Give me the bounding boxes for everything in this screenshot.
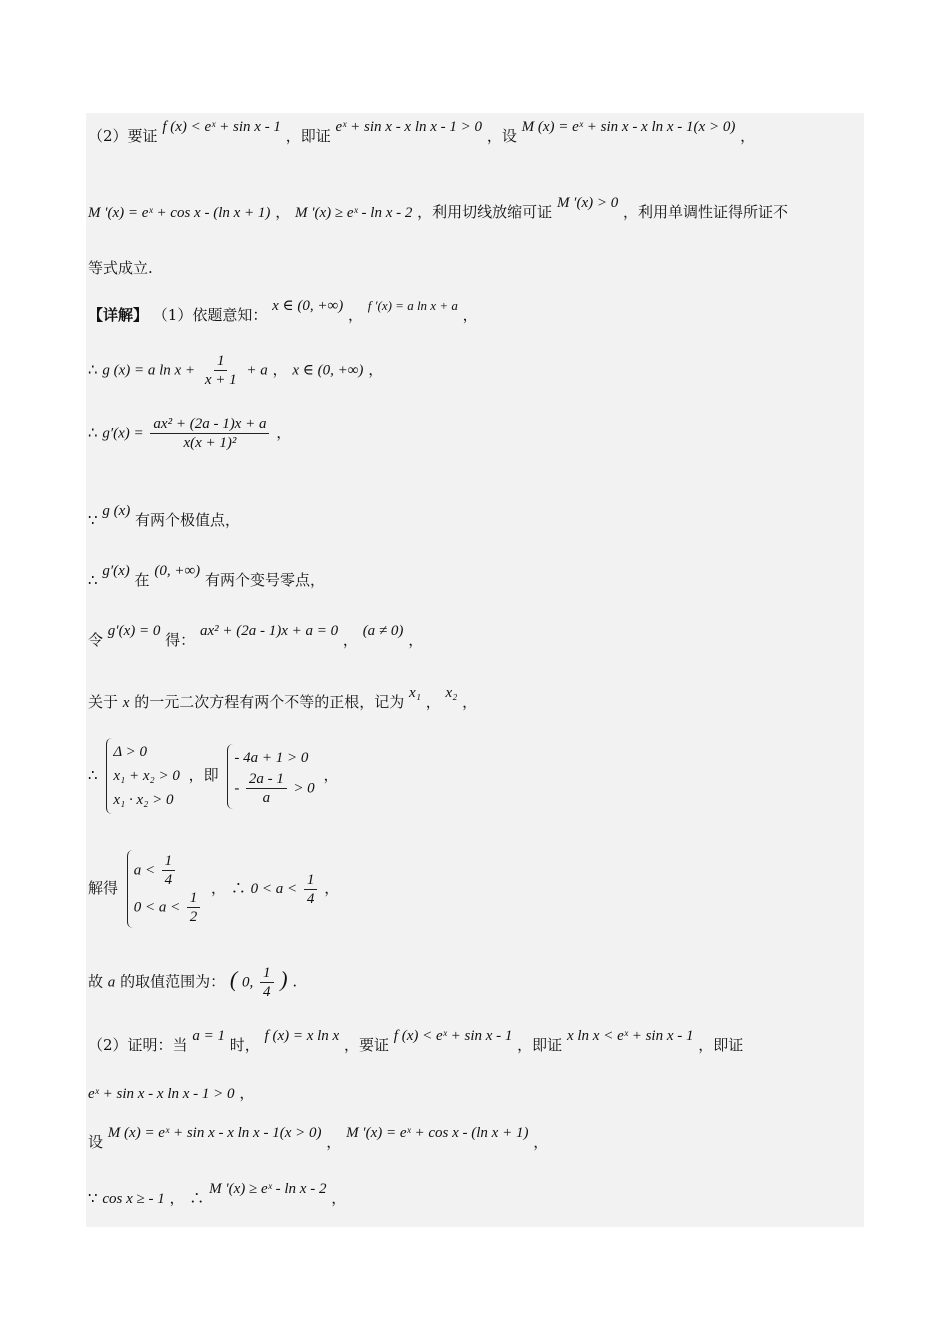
solution-panel [86,113,864,1227]
condition [134,889,202,926]
therefore-symbol: ∴ [189,1189,205,1207]
text: ， [347,306,363,324]
formula: M ′(x) = eˣ + cos x - (ln x + 1) [88,205,271,221]
text: ， [331,1189,347,1207]
numerator: 1 [304,871,318,890]
text: ，要证 [343,1036,389,1054]
formula: ax² + (2a - 1)x + a = 0 [199,623,339,639]
formula: x₁ [409,685,421,701]
formula: g′(x) = 0 [107,623,161,639]
line-5 [88,352,383,389]
line-7 [88,503,241,531]
text: ，即 [188,766,219,784]
line-14 [88,1028,744,1056]
formula: M ′(x) > 0 [556,195,619,211]
formula: (0, +∞) [154,563,201,579]
line-2 [88,195,789,223]
line-15 [88,1083,254,1104]
text: ，即证 [698,1036,744,1054]
inequality-system [106,738,180,814]
condition [134,852,202,889]
text: ， [324,879,340,897]
text: ， [326,1133,342,1151]
text: ， [342,631,358,649]
detail-tag: 【详解】 [88,306,149,324]
fraction [150,415,269,452]
formula: g (x) = a ln x + [102,362,196,379]
numerator: 1 [187,889,201,908]
therefore-symbol: ∴ [88,360,98,379]
line-11 [88,738,338,814]
denominator: 2 [189,909,198,925]
therefore-symbol: ∴ [88,571,98,589]
formula: 0 < a < [133,899,181,916]
formula: (a ≠ 0) [362,623,404,639]
text: ，利用切线放缩可证 [417,203,553,221]
text: 的一元二次方程有两个不等的正根，记为 [134,693,405,711]
numerator: 2a - 1 [246,770,287,789]
formula: cos x ≥ - 1 [102,1191,165,1207]
formula: + a [246,362,268,379]
formula: M (x) = eˣ + sin x - x ln x - 1(x > 0) [107,1125,322,1141]
line-1 [88,119,756,147]
fraction [246,770,287,807]
text: ， [425,693,441,711]
text: 等式成立. [88,259,153,277]
formula: M (x) = eˣ + sin x - x ln x - 1(x > 0) [521,119,736,135]
line-13 [88,964,297,1001]
variable: a [107,974,116,991]
variable: x [122,695,130,711]
text: （1）依题意知： [152,306,268,324]
because-symbol: ∵ [88,1189,98,1207]
line-6 [88,415,291,452]
formula: x ln x < eˣ + sin x - 1 [566,1028,694,1044]
text: ， [408,631,424,649]
formula: g′(x) [102,563,130,579]
text: 的取值范围为： [120,972,226,991]
text: ， [462,693,478,711]
because-symbol: ∵ [88,511,98,529]
line-16 [88,1125,549,1153]
text: ，即证 [285,127,331,145]
text: 有两个变号零点， [204,571,325,589]
formula: f (x) < eˣ + sin x - 1 [393,1028,513,1044]
text: 得： [165,631,196,649]
fraction [260,964,274,1001]
text: （2）证明：当 [88,1036,188,1054]
text: ，设 [486,127,517,145]
formula: > 0 [293,780,315,796]
line-9 [88,623,424,651]
paren: ) [280,966,288,992]
inequality-system [227,744,314,809]
denominator: 4 [306,890,315,907]
text: 解得 [88,879,119,897]
formula: M ′(x) ≥ eˣ - ln x - 2 [209,1181,327,1197]
formula: eˣ + sin x - x ln x - 1 > 0 [88,1086,235,1102]
text: ，利用单调性证得所证不 [623,203,789,221]
therefore-symbol: ∴ [88,423,98,442]
minus-sign: - [234,780,240,796]
text: 在 [134,571,150,589]
denominator: x(x + 1)² [183,435,237,451]
denominator: a [262,789,271,806]
denominator: 4 [263,984,271,1000]
numerator: 1 [162,852,176,871]
formula: 0, [241,974,254,991]
text: ， [169,1189,185,1207]
condition [234,770,314,807]
fraction [187,889,201,926]
denominator: x + 1 [204,372,237,388]
fraction [202,352,240,389]
formula: x ∈ (0, +∞) [272,298,344,314]
line-8 [88,563,325,591]
formula: f (x) = x ln x [264,1028,340,1044]
text: ， [323,766,339,784]
text: ， [276,423,292,442]
text: 时， [229,1036,260,1054]
text: ， [533,1133,549,1151]
text: 有两个极值点， [135,511,241,529]
formula: M ′(x) ≥ eˣ - ln x - 2 [294,205,413,221]
formula: g′(x) = [102,425,144,442]
formula: a = 1 [192,1028,225,1044]
text: 关于 [88,693,119,711]
line-12 [88,850,339,928]
line-17 [88,1181,347,1209]
condition: - 4a + 1 > 0 [234,749,309,766]
condition: Δ > 0 [113,744,147,760]
text: . [292,972,298,991]
fraction [162,852,176,889]
formula: g (x) [102,503,131,519]
denominator: 4 [164,872,173,888]
text: ， [368,360,384,379]
formula: x₂ [445,685,458,701]
numerator: ax² + (2a - 1)x + a [150,415,269,434]
text: ， [462,306,478,324]
text: （2）要证 [88,127,158,145]
text: ， [239,1084,255,1102]
text: ， [211,879,227,897]
line-3 [88,258,153,278]
line-10 [88,685,478,713]
formula: x ∈ (0, +∞) [292,362,364,379]
therefore-symbol: ∴ [88,766,98,784]
solution-system [127,850,202,928]
formula: a < [133,862,156,879]
formula: M ′(x) = eˣ + cos x - (ln x + 1) [346,1125,529,1141]
text: 设 [88,1133,104,1151]
formula: 0 < a < [250,881,298,897]
fraction [304,871,318,908]
therefore-symbol: ∴ [230,879,246,897]
text: ， [272,360,288,379]
text: ， [275,203,291,221]
text: ， [740,127,756,145]
numerator: 1 [214,352,228,371]
text: 故 [88,972,104,991]
condition: x₁ · x₂ > 0 [113,792,174,808]
formula: f ′(x) = a ln x + a [367,298,458,313]
numerator: 1 [260,964,274,983]
condition: x₁ + x₂ > 0 [113,768,180,784]
text: ，即证 [517,1036,563,1054]
text: 令 [88,631,104,649]
line-4 [88,298,478,326]
paren: ( [229,966,238,992]
formula: f (x) < eˣ + sin x - 1 [162,119,281,135]
formula: eˣ + sin x - x ln x - 1 > 0 [335,119,483,135]
